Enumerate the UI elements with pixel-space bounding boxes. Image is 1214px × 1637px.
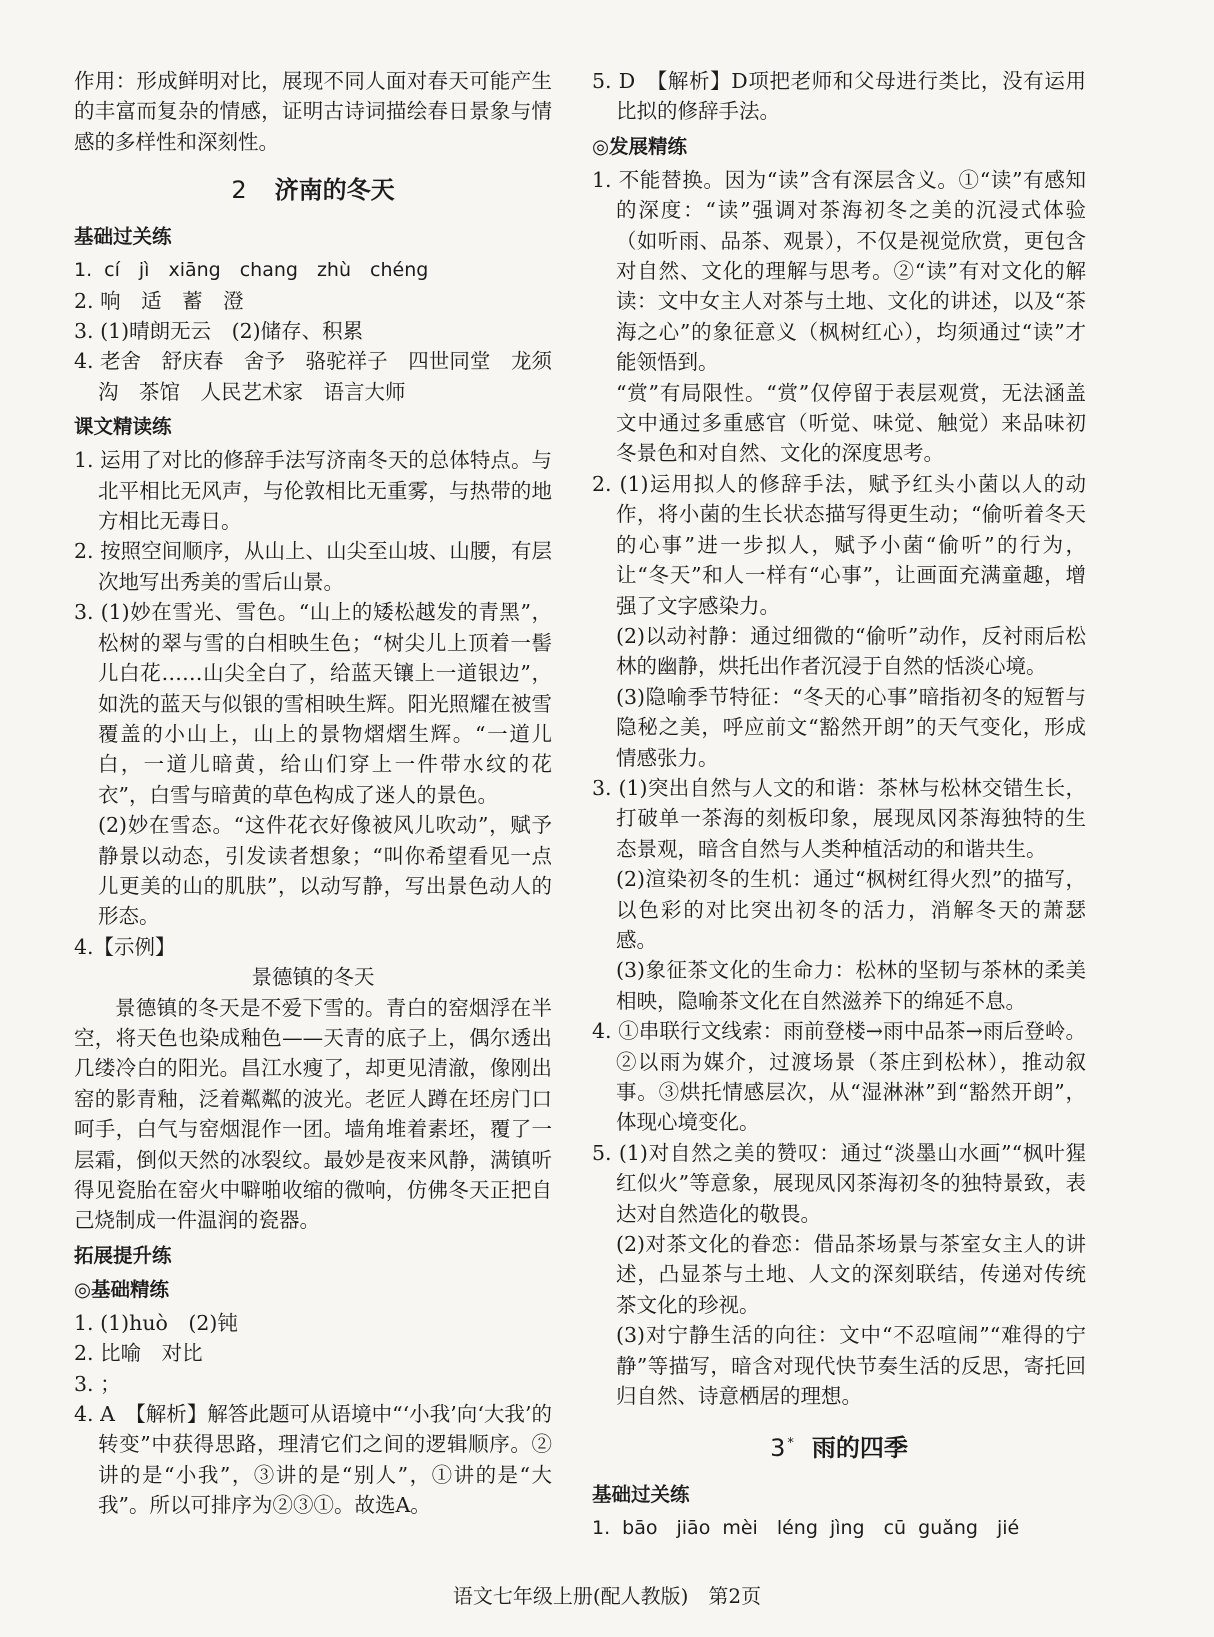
answer-kw2: 2. 按照空间顺序，从山上、山尖至山坡、山腰，有层次地写出秀美的雪后山景。 — [74, 539, 552, 594]
answer-jc4: 4. 老舍 舒庆春 舍予 骆驼祥子 四世同堂 龙须沟 茶馆 人民艺术家 语言大师 — [74, 349, 552, 404]
answer-tz4: 4. A 【解析】解答此题可从语境中“‘小我’向‘大我’的转变”中获得思路，理清它们之间的逻辑顺序。②讲的是“小我”，③讲的是“别人”，①讲的是“大我”。所以可排序为②③①。故选A。 — [74, 1402, 552, 1518]
answer-f5-part2: (2)对茶文化的眷恋：借品茶场景与茶室女主人的讲述，凸显茶与土地、人文的深刻联结，传递对传统茶文化的珍视。 — [616, 1232, 1086, 1317]
left-column — [74, 66, 552, 1521]
intro-paragraph: 作用：形成鲜明对比，展现不同人面对春天可能产生的丰富而复杂的情感，证明古诗词描绘春日景象与情感的多样性和深刻性。 — [74, 69, 552, 154]
lesson-name: 雨的四季 — [811, 1434, 908, 1463]
answer-f1: 1. 不能替换。因为“读”含有深层含义。①“读”有感知的深度：“读”强调对茶海初冬之美的沉浸式体验（如听雨、品茶、观景），不仅是视觉欣赏，更包含对自然、文化的理解与思考。②“读”有对文化的解读：文中女主人对茶与土地、文化的讲述，以及“茶海之心”的象征意义（枫树红心），均须通过“读”才能领悟到。 — [592, 167, 1086, 375]
answer-kw3-part2: (2)妙在雪态。“这件花衣好像被风儿吹动”，赋予静景以动态，引发读者想象；“叫你希望看见一点儿更美的山的肌肤”，以动写静，写出景色动人的形态。 — [98, 813, 552, 929]
answer-f2-part3: (3)隐喻季节特征：“冬天的心事”暗指初冬的短暂与隐秘之美，呼应前文“豁然开朗”的天气变化，形成情感张力。 — [616, 684, 1086, 770]
example-body: 景德镇的冬天是不爱下雪的。青白的窑烟浮在半空，将天色也染成釉色——天青的底子上，偶尔透出几缕冷白的阳光。昌江水瘦了，却更见清澈，像刚出窑的影青釉，泛着粼粼的波光。老匠人蹲在坯房门口呵手，白气与窑烟混作一团。墙角堆着素坯，覆了一层霜，倒似天然的冰裂纹。最妙是夜来风静，满镇听得见瓷胎在窑火中噼啪收缩的微响，仿佛冬天正把自己烧制成一件温润的瓷器。 — [74, 995, 552, 1233]
page-footer: 语文七年级上册(配人教版) 第2页 — [452, 1584, 762, 1608]
answer-r5: 5. D 【解析】D项把老师和父母进行类比，没有运用比拟的修辞手法。 — [592, 69, 1086, 124]
answer-tz1: 1. (1)huò (2)钝 — [74, 1310, 238, 1335]
lesson-number: 3 — [770, 1434, 786, 1463]
answer-kw4: 4.【示例】 — [74, 934, 176, 959]
answer-f3-part2: (2)渲染初冬的生机：通过“枫树红得火烈”的描写，以色彩的对比突出初冬的活力，消解冬天的萧瑟感。 — [616, 867, 1086, 952]
answer-tz2: 2. 比喻 对比 — [74, 1341, 203, 1366]
section-heading-jichu: 基础过关练 — [74, 225, 172, 249]
lesson-mark: * — [787, 1436, 794, 1452]
answer-kw1: 1. 运用了对比的修辞手法写济南冬天的总体特点。与北平相比无风声，与伦敦相比无重雾，与热带的地方相比无毒日。 — [74, 448, 552, 534]
answer-f3: 3. (1)突出自然与人文的和谐：茶林与松林交错生长，打破单一茶海的刻板印象，展现凤冈茶海独特的生态景观，暗含自然与人类种植活动的和谐共生。 — [592, 775, 1086, 861]
lesson-name: 济南的冬天 — [274, 176, 395, 205]
section-heading-fazhan: ◎发展精练 — [592, 134, 688, 158]
answer-f2: 2. (1)运用拟人的修辞手法，赋予红头小菌以人的动作，将小菌的生长状态描写得更生动；“偷听着冬天的心事”进一步拟人，赋予小菌“偷听”的行为，让“冬天”和人一样有“心事”，让画面充满童趣，增强了文字感染力。 — [592, 471, 1086, 618]
answer-kw3: 3. (1)妙在雪光、雪色。“山上的矮松越发的青黑”，松树的翠与雪的白相映生色；“树尖儿上顶着一髻儿白花……山尖全白了，给蓝天镶上一道银边”，如洗的蓝天与似银的雪相映生辉。阳光照耀在被雪覆盖的小山上，山上的景物熠熠生辉。“一道儿白，一道儿暗黄，给山们穿上一件带水纹的花衣”，白雪与暗黄的草色构成了迷人的景色。 — [74, 600, 552, 807]
section-heading-kewen: 课文精读练 — [74, 415, 172, 439]
answer-f1-part2: “赏”有局限性。“赏”仅停留于表层观赏，无法涵盖文中通过多重感官（听觉、味觉、触觉）来品味初冬景色和对自然、文化的深度思考。 — [616, 380, 1086, 466]
section-heading-tuozhan: 拓展提升练 — [74, 1243, 172, 1267]
answer-jc1: 1. cí jì xiāng chang zhù chéng — [74, 259, 429, 282]
answer-f4: 4. ①串联行文线索：雨前登楼→雨中品茶→雨后登岭。②以雨为媒介，过渡场景（茶庄到松林），推动叙事。③烘托情感层次，从“湿淋淋”到“豁然开朗”，体现心境变化。 — [592, 1019, 1086, 1135]
answer-f3-part3: (3)象征茶文化的生命力：松林的坚韧与茶林的柔美相映，隐喻茶文化在自然滋养下的绵延不息。 — [616, 958, 1086, 1013]
lesson-2-title — [74, 175, 552, 205]
answer-jc2: 2. 响 适 蓄 澄 — [74, 288, 244, 313]
section-heading-jichu: 基础过关练 — [592, 1483, 690, 1507]
answer-f5: 5. (1)对自然之美的赞叹：通过“淡墨山水画”“枫叶猩红似火”等意象，展现凤冈茶海初冬的独特景致，表达对自然造化的敬畏。 — [592, 1140, 1086, 1226]
answer-f5-part3: (3)对宁静生活的向往：文中“不忍喧闹”“难得的宁静”等描写，暗含对现代快节奏生活的反思，寄托回归自然、诗意栖居的理想。 — [616, 1323, 1086, 1409]
example-title: 景德镇的冬天 — [251, 965, 375, 990]
answer-j1: 1. bāo jiāo mèi léng jìng cū guǎng jié — [592, 1517, 1020, 1540]
lesson-number: 2 — [231, 176, 247, 205]
section-heading-jichujinglian: ◎基础精练 — [74, 1277, 170, 1301]
answer-tz3: 3. ； — [74, 1371, 121, 1396]
lesson-3-title — [592, 1429, 1086, 1463]
right-column — [592, 66, 1086, 1544]
answer-f2-part2: (2)以动衬静：通过细微的“偷听”动作，反衬雨后松林的幽静，烘托出作者沉浸于自然的恬淡心境。 — [616, 623, 1086, 679]
answer-jc3: 3. (1)晴朗无云 (2)储存、积累 — [74, 319, 364, 344]
